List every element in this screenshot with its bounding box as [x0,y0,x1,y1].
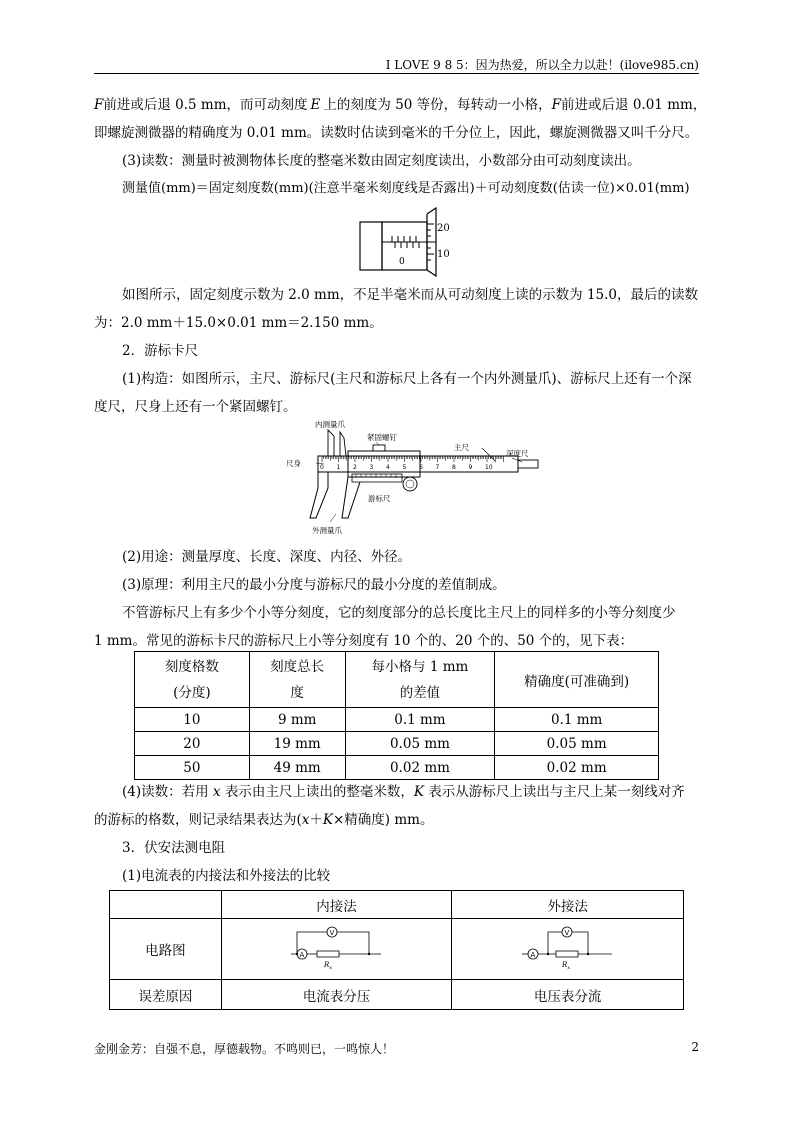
micrometer-figure [358,200,458,278]
text-line-6: 为：2.0 mm＋15.0×0.01 mm＝2.150 mm。 [94,315,383,331]
text-line-1 [94,93,707,113]
text-span: ×精确度) mm。 [333,812,434,828]
header-text: (分度) [173,684,211,701]
text-line-9: 度尺，尺身上还有一个紧固螺钉。 [94,399,297,415]
section-heading-voltammetry: 3．伏安法测电阻 [122,840,226,856]
page-footer [94,1040,699,1057]
page-header: I LOVE 9 8 5：因为热爱，所以全力以赴！(ilove985.cn) [385,58,699,72]
text-line-12: 不管游标尺上有多少个小等分刻度，它的刻度部分的总长度比主尺上的同样多的小等分刻度少 [122,605,676,621]
ammeter-label: A [299,951,304,959]
ammeter-connection-table [109,890,684,1010]
table-cell: 0.05 mm [495,732,659,756]
label-depth-bar: 深度尺 [506,449,529,458]
table-row-error [110,980,684,1010]
text-line-3: (3)读数：测量时被测物体长度的整毫米数由固定刻度读出，小数部分由可动刻度读出。 [122,153,641,169]
text-line-8: (1)构造：如图所示，主尺、游标尺(主尺和游标尺上各有一个内外测量爪)、游标尺上还有一个深 [122,371,692,387]
text-span: (4)读数：若用 [122,784,209,800]
resistor-label [323,961,332,971]
main-scale-number: 2 [353,464,357,471]
resistor-label [561,961,570,971]
table-cell: 0.02 mm [495,756,659,780]
label-inner-jaw: 内测量爪 [315,420,345,429]
header-divider [94,73,699,74]
text-span: 前进或后退 0.01 mm， [561,97,707,113]
header-text: 度 [290,684,304,701]
table-row [135,708,659,732]
table-cell: 9 mm [249,708,345,732]
header-cell [495,652,659,708]
text-line-14 [122,780,727,800]
table-cell: 0.05 mm [345,732,495,756]
row-label-error: 误差原因 [110,980,222,1010]
section-heading-caliper: 2．游标卡尺 [122,343,199,359]
voltmeter-label: V [329,929,334,937]
label-vernier: 游标尺 [368,494,391,503]
var-F: F [94,97,104,113]
main-scale-number: 0 [320,464,324,471]
text-line-17: (1)电流表的内接法和外接法的比较 [122,868,331,884]
header-cell-empty [110,891,222,919]
table-cell: 0.02 mm [345,756,495,780]
text-line-4: 测量值(mm)＝固定刻度数(mm)(注意半毫米刻度线是否露出)＋可动刻度数(估读一位)×0.01(mm) [122,181,690,196]
header-text: 刻度格数 [164,658,219,675]
resistor-symbol: R [561,961,567,969]
ammeter-label: A [530,951,535,959]
header-text: 每小格与 1 mm [371,658,469,675]
table-cell: 10 [135,708,250,732]
page-number: 2 [691,1040,699,1054]
table-header-row [135,652,659,708]
header-cell [345,652,495,708]
main-scale-number: 4 [386,464,390,471]
table-row [135,732,659,756]
header-cell [249,652,345,708]
error-outer-cell: 电压表分流 [452,980,684,1010]
var-E: E [310,97,321,113]
var-K: K [322,812,333,828]
table-row-circuit [110,919,684,980]
micrometer-label-20: 20 [437,223,450,234]
row-label-circuit: 电路图 [110,919,222,980]
label-body: 尺身 [286,459,301,468]
error-inner-cell: 电流表分压 [221,980,452,1010]
text-span: .5 mm，而可动刻度 [183,97,308,113]
text-line-5: 如图所示，固定刻度示数为 2.0 mm，不足半毫米而从可动刻度上读的示数为 15.0，最后的读数 [122,287,699,303]
var-x: x [301,812,310,828]
text-span: 表示由主尺上读出的整毫米数， [224,784,414,800]
header-cell-outer: 外接法 [452,891,684,919]
main-scale-number: 5 [402,464,407,471]
text-line-15 [94,808,699,828]
voltmeter-label: V [564,929,569,937]
main-scale-number: 8 [452,464,456,471]
var-x: x [212,784,221,800]
label-lock-screw: 紧固螺钉 [367,433,397,442]
table-header-row [110,891,684,919]
text-line-13: 1 mm。常见的游标卡尺的游标尺上小等分刻度有 10 个的、20 个的、50 个的，见下表： [94,633,634,649]
micrometer-label-10: 10 [437,249,450,260]
vernier-caliper-figure [282,418,540,538]
text-span: 上的刻度为 50 等份，每转动一小格， [323,97,552,113]
text-line-11: (3)原理：利用主尺的最小分度与游标尺的最小分度的差值制成。 [122,577,506,593]
micrometer-label-0: 0 [399,257,405,267]
text-line-10: (2)用途：测量厚度、长度、深度、内径、外径。 [122,549,412,565]
resistor-subscript: x [328,965,332,971]
header-text: 的差值 [399,684,441,701]
table-row [135,756,659,780]
header-text: 刻度总长 [270,658,325,675]
var-F: F [551,97,562,113]
vernier-precision-table [134,651,659,780]
var-K: K [413,784,424,800]
label-outer-jaw: 外测量爪 [312,526,342,535]
header-text: 精确度(可准确到) [524,673,630,690]
main-scale-number: 7 [435,464,440,471]
text-span: 的游标的格数，则记录结果表达为( [94,812,302,828]
table-cell: 20 [135,732,250,756]
outer-circuit-diagram [520,922,616,972]
text-span: 表示从游标尺上读出与主尺上某一刻线对齐 [428,784,685,800]
footer-motto: 金刚金芳：自强不息，厚德载物。不鸣则已，一鸣惊人！ [94,1042,395,1056]
main-scale-number: 3 [369,464,374,471]
resistor-subscript: x [566,965,570,971]
table-cell: 0.1 mm [345,708,495,732]
text-span: 前进或后退 0 [103,97,184,113]
table-cell: 49 mm [249,756,345,780]
resistor-symbol: R [323,961,329,969]
main-scale-number: 9 [468,464,473,471]
header-cell [135,652,250,708]
outer-circuit-cell [452,919,684,980]
table-cell: 0.1 mm [495,708,659,732]
table-cell: 50 [135,756,250,780]
inner-circuit-diagram [289,922,385,972]
main-scale-number: 6 [419,464,423,471]
text-line-2: 即螺旋测微器的精确度为 0.01 mm。读数时估读到毫米的千分位上，因此，螺旋测微器又叫千分尺。 [94,125,699,141]
text-span: ＋ [309,812,323,828]
inner-circuit-cell [221,919,452,980]
label-main-scale: 主尺 [454,443,469,452]
main-scale-number: 1 [336,464,341,471]
main-scale-number: 10 [485,464,493,471]
table-cell: 19 mm [249,732,345,756]
header-cell-inner: 内接法 [221,891,452,919]
